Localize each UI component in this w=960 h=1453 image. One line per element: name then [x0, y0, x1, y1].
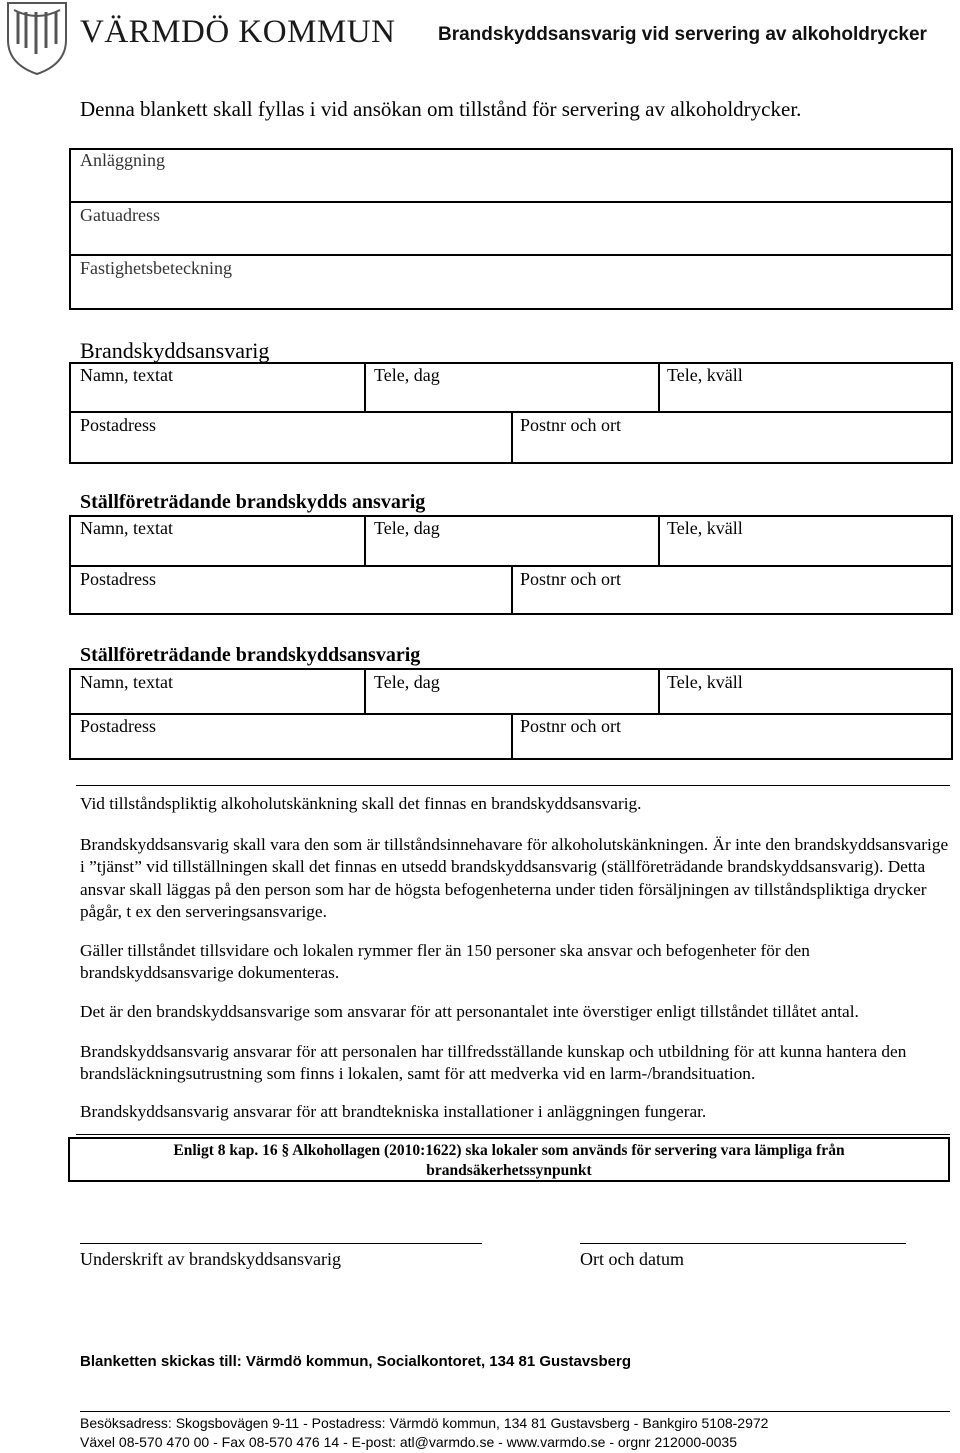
phone-day-field[interactable]: Tele, dag — [374, 518, 440, 538]
phone-evening-field[interactable]: Tele, kväll — [667, 365, 743, 385]
divider — [364, 515, 366, 565]
signature-label: Underskrift av brandskyddsansvarig — [80, 1249, 341, 1269]
divider — [364, 362, 366, 411]
divider — [511, 565, 513, 615]
divider — [658, 362, 660, 411]
send-to-address: Blanketten skickas till: Värmdö kommun, Socialkontoret, 134 81 Gustavsberg — [80, 1353, 632, 1370]
postal-address-field[interactable]: Postadress — [80, 716, 156, 736]
info-paragraph: Brandskyddsansvarig skall vara den som är tillståndsinnehavare för alkoholutskänkningen. Är inte den brandskyddsansvarige i ”tjänst” vid tillställningen skall det finnas en utsedd brandskyddsansvarig (ställföreträdande brandskyddsansvarig). Detta ansvar skall läggas på den person som har de högsta befogenheterna under tiden försäljningen av tillståndspliktiga drycker pågår, t ex den serveringsansvarige. — [80, 835, 949, 922]
place-date-label: Ort och datum — [580, 1249, 684, 1269]
facility-box — [69, 148, 953, 310]
divider — [76, 785, 950, 786]
name-field[interactable]: Namn, textat — [80, 672, 173, 692]
phone-day-field[interactable]: Tele, dag — [374, 672, 440, 692]
divider — [658, 668, 660, 713]
info-paragraph: Brandskyddsansvarig ansvarar för att personalen har tillfredsställande kunskap och utbildning för att kunna hantera den brandsläckningsutrustning som finns i lokalen, samt för att medverka vid en larm-/brandsituation. — [80, 1042, 907, 1084]
divider — [364, 668, 366, 713]
law-reference-line: Enligt 8 kap. 16 § Alkohollagen (2010:1622) ska lokaler som används för servering vara lämpliga från — [173, 1142, 845, 1159]
municipality-crest-icon — [2, 0, 72, 76]
signature-line[interactable] — [80, 1243, 482, 1244]
place-date-line[interactable] — [580, 1243, 906, 1244]
section-title-fire-safety-manager: Brandskyddsansvarig — [80, 338, 270, 363]
info-paragraph: Brandskyddsansvarig ansvarar för att brandtekniska installationer i anläggningen fungerar. — [80, 1102, 707, 1121]
postal-code-city-field[interactable]: Postnr och ort — [520, 716, 621, 736]
facility-name-field[interactable]: Anläggning — [80, 150, 165, 170]
law-reference-box — [68, 1137, 950, 1182]
info-paragraph: Vid tillståndspliktig alkoholutskänkning skall det finnas en brandskyddsansvarig. — [80, 794, 642, 813]
section-title-deputy-2: Ställföreträdande brandskyddsansvarig — [80, 644, 421, 666]
name-field[interactable]: Namn, textat — [80, 518, 173, 538]
phone-day-field[interactable]: Tele, dag — [374, 365, 440, 385]
phone-evening-field[interactable]: Tele, kväll — [667, 672, 743, 692]
divider — [511, 713, 513, 760]
divider — [69, 201, 953, 203]
law-reference-line: brandsäkerhetssynpunkt — [426, 1162, 592, 1179]
name-field[interactable]: Namn, textat — [80, 365, 173, 385]
footer-contact-info: Växel 08-570 470 00 - Fax 08-570 476 14 - E-post: atl@varmdo.se - www.varmdo.se - orgnr 212000-0035 — [80, 1434, 738, 1450]
postal-address-field[interactable]: Postadress — [80, 569, 156, 589]
form-title: Brandskyddsansvarig vid servering av alkoholdrycker — [438, 24, 927, 45]
postal-address-field[interactable]: Postadress — [80, 415, 156, 435]
street-address-field[interactable]: Gatuadress — [80, 205, 160, 225]
postal-code-city-field[interactable]: Postnr och ort — [520, 415, 621, 435]
divider — [80, 1411, 950, 1412]
phone-evening-field[interactable]: Tele, kväll — [667, 518, 743, 538]
info-paragraph: Gäller tillståndet tillsvidare och lokalen rymmer fler än 150 personer ska ansvar och befogenheter för den brandskyddsansvarige dokumenteras. — [80, 941, 810, 983]
intro-text: Denna blankett skall fyllas i vid ansökan om tillstånd för servering av alkoholdrycker. — [80, 97, 802, 121]
divider — [76, 1134, 950, 1135]
info-paragraph: Det är den brandskyddsansvarige som ansvarar för att personantalet inte överstiger enligt tillståndet tillåtet antal. — [80, 1002, 859, 1021]
divider — [511, 411, 513, 464]
footer-visiting-address: Besöksadress: Skogsbovägen 9-11 - Postadress: Värmdö kommun, 134 81 Gustavsberg - Bankgiro 5108-2972 — [80, 1415, 769, 1431]
section-title-deputy-1: Ställföreträdande brandskydds ansvarig — [80, 491, 426, 513]
property-designation-field[interactable]: Fastighetsbeteckning — [80, 258, 232, 278]
divider — [69, 254, 953, 256]
divider — [658, 515, 660, 565]
postal-code-city-field[interactable]: Postnr och ort — [520, 569, 621, 589]
municipality-logo-text: VÄRMDÖ KOMMUN — [80, 14, 396, 50]
